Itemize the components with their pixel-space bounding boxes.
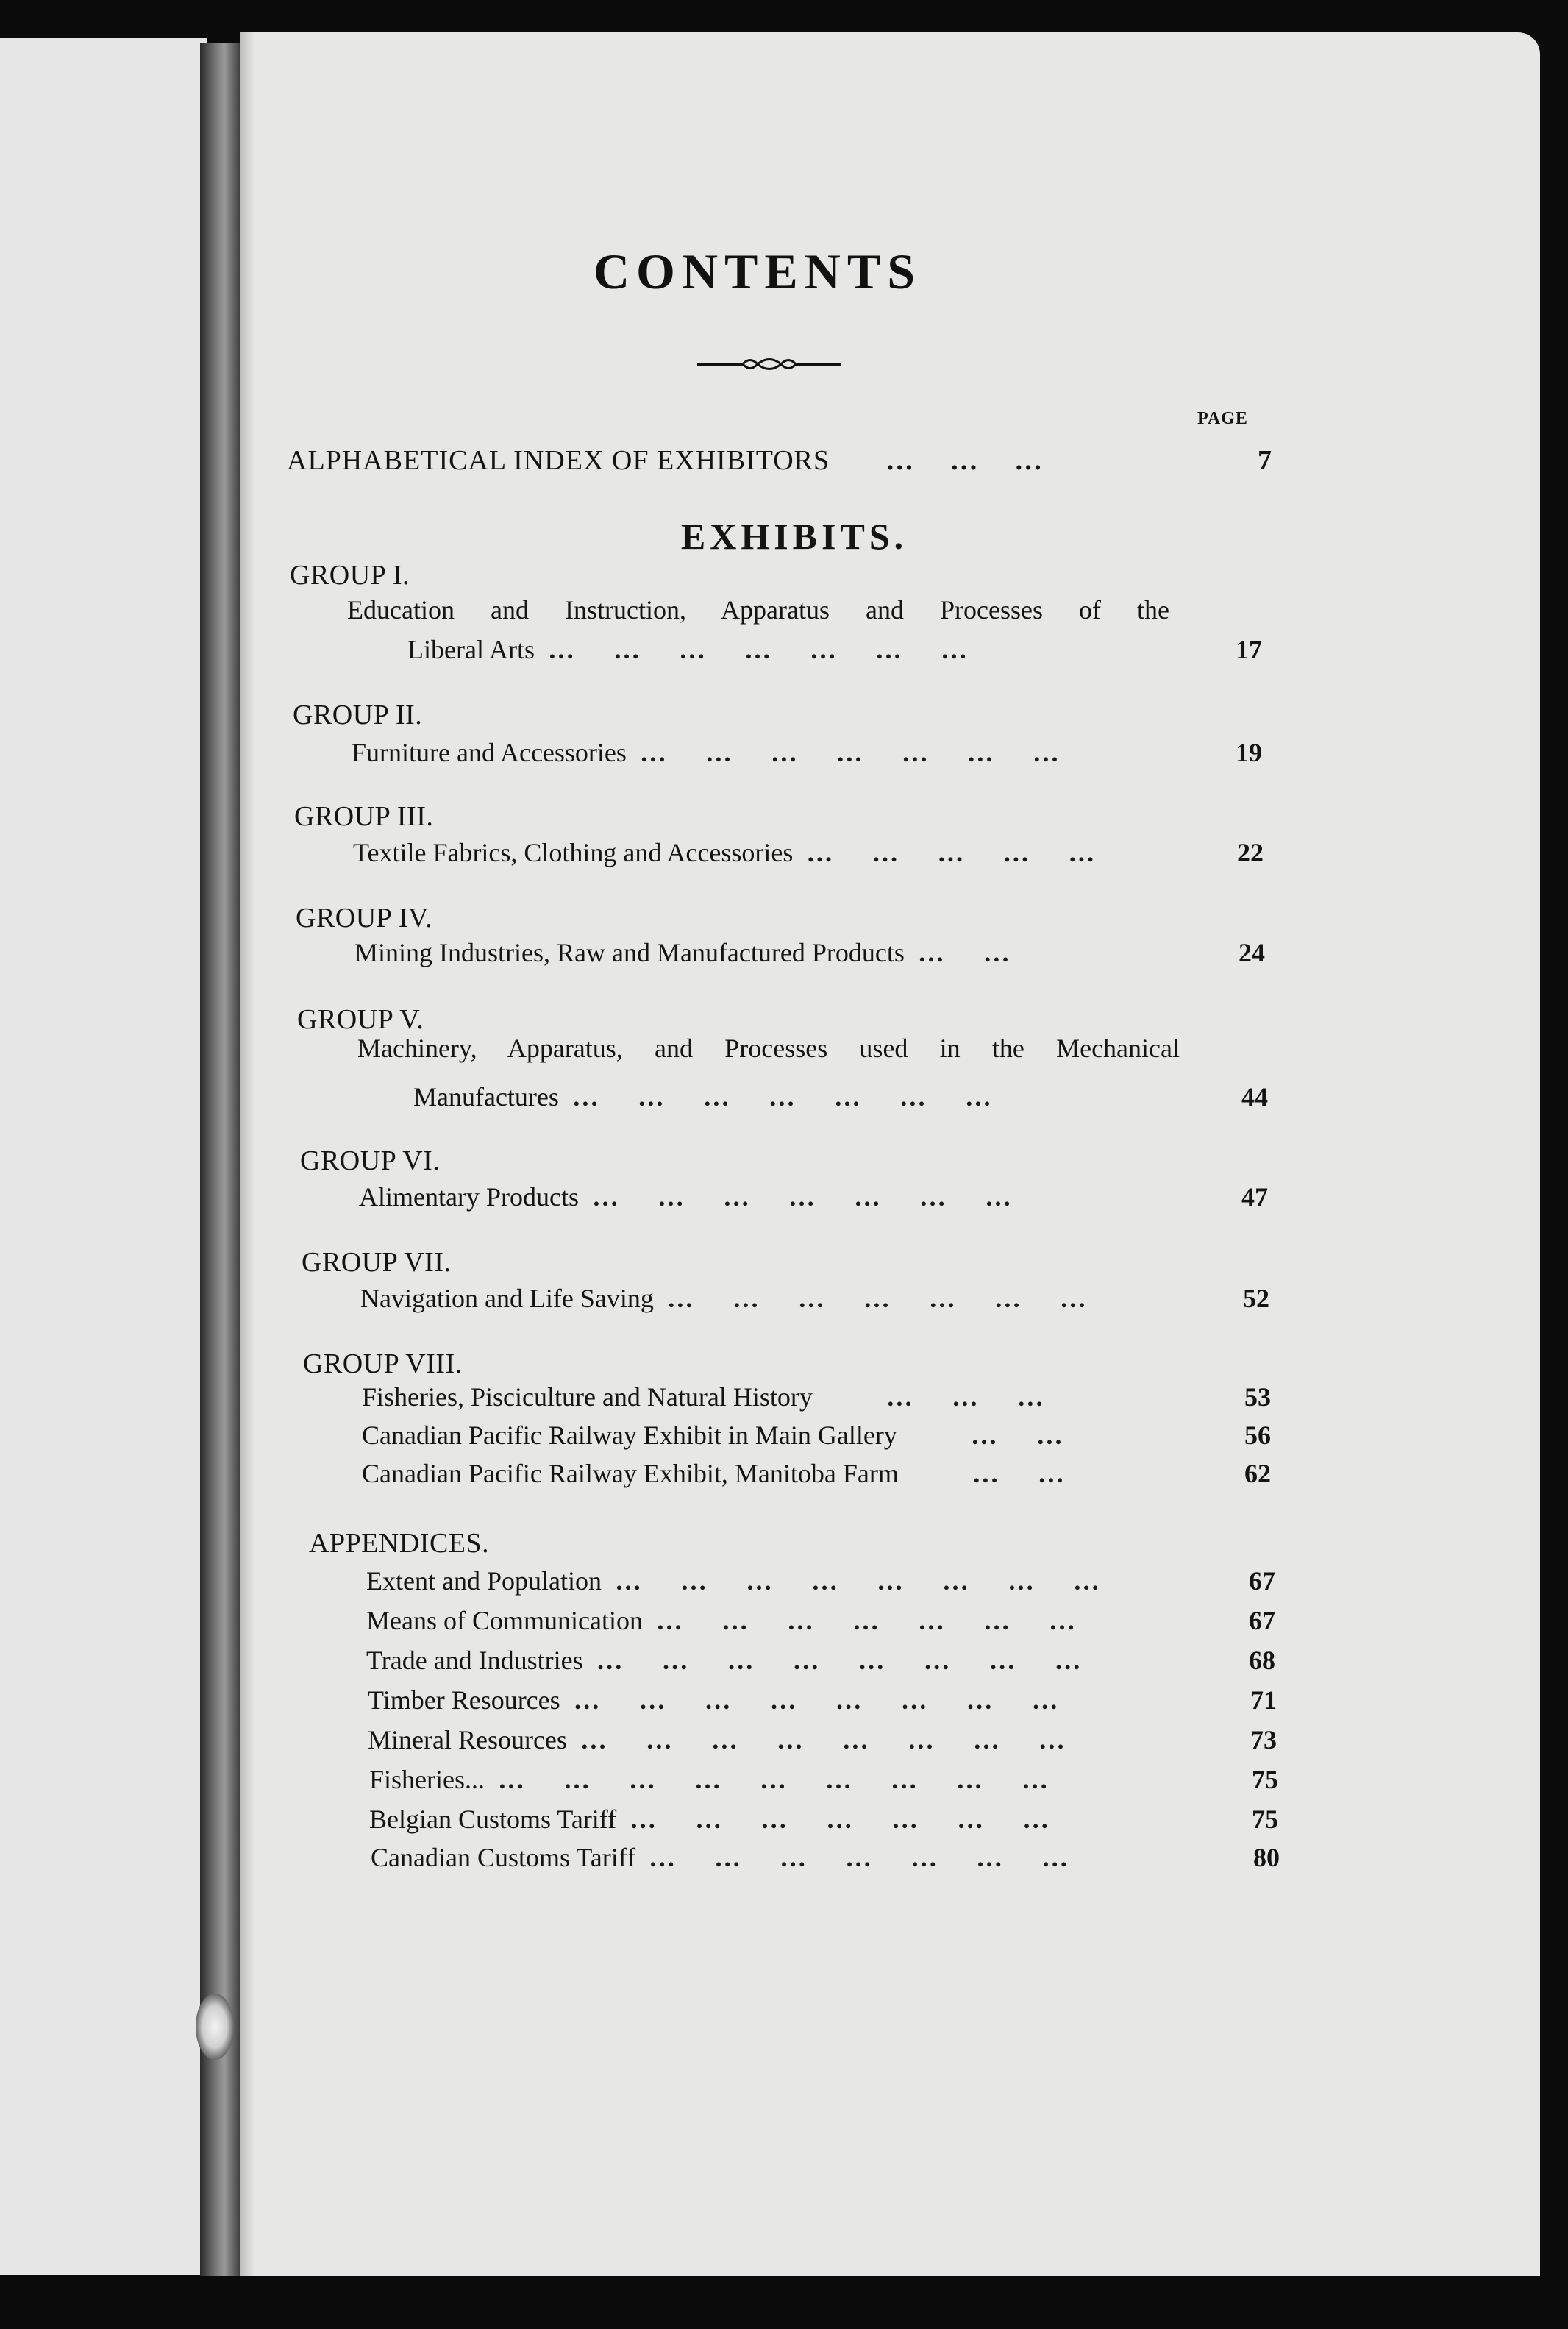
toc-entry-label: Fisheries... — [369, 1765, 485, 1794]
toc-page-number: 17 — [1236, 635, 1262, 664]
toc-page-number: 56 — [1244, 1420, 1271, 1450]
group-label: GROUP VII. — [302, 1247, 452, 1278]
group-label: GROUP I. — [290, 560, 410, 591]
leader-dots: … … … … … … … — [591, 1182, 1027, 1212]
toc-page-number: 67 — [1249, 1566, 1275, 1596]
leader-dots: … … … … … … … — [655, 1606, 1091, 1635]
toc-entry-label: Canadian Pacific Railway Exhibit, Manitoba Farm — [362, 1459, 899, 1488]
leader-dots: … … … … … … … — [666, 1284, 1102, 1313]
toc-row — [413, 1081, 1268, 1112]
book-spine — [200, 43, 244, 2276]
toc-page-number: 71 — [1250, 1685, 1277, 1715]
leader-dots: … … … … … … … — [649, 1843, 1085, 1872]
toc-page-number: 52 — [1243, 1284, 1269, 1313]
leader-dots: … … … … … … … … … — [498, 1765, 1064, 1794]
group-label: GROUP VI. — [300, 1145, 441, 1176]
leader-dots: … … … … … … … … — [596, 1646, 1097, 1675]
toc-page-number: 19 — [1236, 738, 1262, 767]
leader-dots: … … … … … … … — [571, 1082, 1008, 1112]
toc-entry-label: Alimentary Products — [359, 1182, 579, 1212]
leader-dots: … … … … … … … … — [573, 1685, 1075, 1715]
toc-entry-label: Navigation and Life Saving — [360, 1284, 654, 1313]
toc-page-number: 22 — [1237, 838, 1264, 867]
facing-page — [0, 38, 207, 2275]
toc-row — [368, 1685, 1277, 1715]
toc-row — [359, 1181, 1268, 1212]
toc-row — [368, 1724, 1277, 1755]
toc-entry-label: Trade and Industries — [366, 1646, 583, 1675]
group-label: GROUP V. — [297, 1004, 424, 1035]
toc-entry-label: Timber Resources — [368, 1685, 560, 1715]
toc-row — [354, 937, 1265, 968]
leader-dots: … … … … … … … — [639, 738, 1075, 767]
toc-page-number: 47 — [1241, 1182, 1268, 1212]
leader-dots: … … … … … … … … — [580, 1725, 1081, 1754]
toc-row — [371, 1842, 1280, 1873]
toc-row — [352, 737, 1262, 768]
toc-entry-label: Means of Communication — [366, 1606, 643, 1635]
toc-row — [369, 1764, 1278, 1795]
exhibits-heading: EXHIBITS. — [680, 516, 908, 557]
toc-entry-label: Textile Fabrics, Clothing and Accessories — [353, 838, 794, 867]
group-label: GROUP IV. — [296, 903, 433, 934]
toc-entry-label: Canadian Pacific Railway Exhibit in Main Gallery — [362, 1420, 897, 1450]
appendices-label: APPENDICES. — [309, 1528, 490, 1559]
group-entry-line: Education and Instruction, Apparatus and Processes of the — [347, 595, 1169, 625]
page-gutter-shadow — [240, 32, 254, 2276]
group-label: GROUP VIII. — [303, 1348, 463, 1379]
toc-entry-label: Belgian Customs Tariff — [369, 1804, 617, 1834]
toc-entry-label: Canadian Customs Tariff — [371, 1843, 636, 1872]
leader-dots: … … … … … … … — [547, 635, 983, 664]
toc-entry-label: Furniture and Accessories — [352, 738, 627, 767]
toc-row — [366, 1565, 1275, 1596]
toc-row — [362, 1420, 1271, 1451]
toc-entry-label: Fisheries, Pisciculture and Natural History — [362, 1382, 813, 1412]
toc-entry-label: Manufactures — [413, 1082, 559, 1112]
index-entry — [287, 444, 1272, 477]
index-label: ALPHABETICAL INDEX OF EXHIBITORS — [287, 445, 830, 476]
leader-dots: … … — [917, 938, 1026, 967]
leader-dots: … … … — [885, 445, 1058, 476]
leader-dots: … … — [972, 1459, 1080, 1488]
ornament-divider-icon — [697, 355, 841, 374]
leader-dots: … … … … … — [806, 838, 1111, 867]
page-column-heading: PAGE — [1197, 409, 1248, 428]
toc-page-number: 75 — [1252, 1804, 1278, 1834]
leader-dots: … … … … … … … — [630, 1804, 1066, 1834]
toc-entry-label: Liberal Arts — [407, 635, 535, 664]
toc-row — [353, 837, 1264, 868]
toc-page-number: 73 — [1250, 1725, 1277, 1754]
toc-entry-label: Mineral Resources — [368, 1725, 567, 1754]
toc-row — [369, 1804, 1278, 1835]
toc-row — [366, 1605, 1275, 1636]
leader-dots: … … … … … … … … — [614, 1566, 1116, 1596]
toc-row — [362, 1382, 1271, 1412]
binding-hole — [196, 1994, 234, 2060]
toc-page-number: 53 — [1244, 1382, 1271, 1412]
toc-page-number: 67 — [1249, 1606, 1275, 1635]
group-label: GROUP II. — [293, 700, 423, 730]
group-entry-line: Machinery, Apparatus, and Processes used in the Mechanical — [357, 1034, 1180, 1063]
index-page: 7 — [1258, 445, 1272, 476]
toc-page-number: 68 — [1249, 1646, 1275, 1675]
page-title: CONTENTS — [593, 243, 922, 299]
toc-row — [366, 1645, 1275, 1676]
leader-dots: … … … — [885, 1382, 1060, 1412]
toc-entry-label: Mining Industries, Raw and Manufactured Products — [354, 938, 905, 967]
toc-page-number: 75 — [1252, 1765, 1278, 1794]
toc-page-number: 62 — [1244, 1459, 1271, 1488]
toc-entry-label: Extent and Population — [366, 1566, 602, 1596]
toc-page-number: 80 — [1253, 1843, 1280, 1872]
leader-dots: … … — [970, 1420, 1079, 1450]
toc-page-number: 24 — [1239, 938, 1265, 967]
group-label: GROUP III. — [294, 801, 434, 832]
toc-row — [407, 634, 1262, 665]
toc-row — [360, 1283, 1269, 1314]
toc-row — [362, 1458, 1271, 1489]
toc-page-number: 44 — [1241, 1082, 1268, 1112]
